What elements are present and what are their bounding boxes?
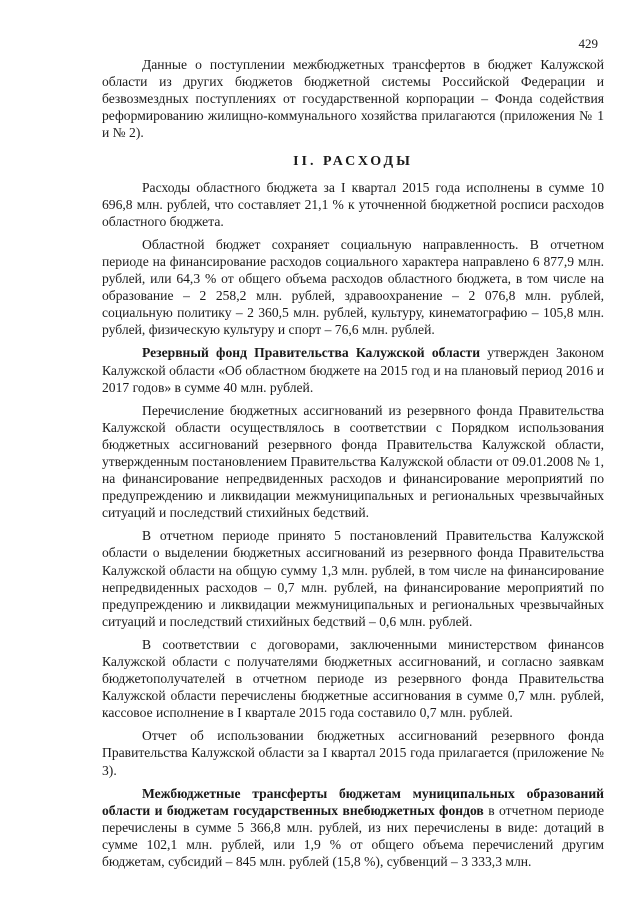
paragraph-reserve-fund [102,344,604,395]
paragraph-report: Отчет об использовании бюджетных ассигнований резервного фонда Правительства Калужской области за I квартал 2015 года прилагается (приложение № 3). [102,728,604,778]
paragraph-expenses-total: Расходы областного бюджета за I квартал 2015 года исполнены в сумме 10 696,8 млн. рублей, что составляет 21,1 % к уточненной бюджетной росписи расходов областного бюджета. [102,179,604,229]
reserve-fund-title: Резервный фонд Правительства Калужской области [142,345,481,361]
document-body [102,56,604,876]
paragraph-transfers-intro: Данные о поступлении межбюджетных трансфертов в бюджет Калужской области из других бюджетов бюджетной системы Российской Федерации и безвозмездных поступлениях от государственной корпорации – Фонда содействия реформированию жилищно-коммунального хозяйства прилагаются (приложения № 1 и № 2). [102,57,604,141]
paragraph-social-expenses: Областной бюджет сохраняет социальную направленность. В отчетном периоде на финансирование расходов социального характера направлено 6 877,9 млн. рублей, или 64,3 % от общего объема расходов областного бюджета, в том числе на образование – 2 258,2 млн. рублей, здравоохранение – 2 076,8 млн. рублей, социальную политику – 2 360,5 млн. рублей, культуру, кинематографию – 105,8 млн. рублей, физическую культуру и спорт – 76,6 млн. рублей. [102,236,604,338]
section-heading: II. РАСХОДЫ [293,154,413,170]
paragraph-reserve-transfer: Перечисление бюджетных ассигнований из резервного фонда Правительства Калужской области осуществлялось в соответствии с Порядком использования бюджетных ассигнований резервного фонда Правительства Калужской области, утвержденным постановлением Правительства Калужской области от 09.01.2008 № 1, на финансирование непредвиденных расходов и финансирование мероприятий по предупреждению и ликвидации межмуниципальных и региональных чрезвычайных ситуаций и последствий стихийных бедствий. [102,402,604,521]
reserve-fund-text: утвержден Законом Калужской области «Об областном бюджете на 2015 год и на плановый период 2016 и 2017 годов» в сумме 40 млн. рублей. [102,345,604,395]
interbudget-text: в отчетном периоде перечислены в сумме 5 366,8 млн. рублей, из них перечислены в виде: дотаций в сумме 102,1 млн. рублей, или 1,9 % от общего объема перечислений другим бюджетам, субсидий – 845 млн. рублей (15,8 %), субвенций – 3 333,3 млн. [102,802,604,870]
paragraph-contracts: В соответствии с договорами, заключенными министерством финансов Калужской области с получателями бюджетных ассигнований, и согласно заявкам бюджетополучателей в отчетном периоде из резервного фонда Правительства Калужской области перечислены бюджетные ассигнования в сумме 0,7 млн. рублей, кассовое исполнение в I квартале 2015 года составило 0,7 млн. рублей. [102,636,604,721]
paragraph-decisions: В отчетном периоде принято 5 постановлений Правительства Калужской области о выделении бюджетных ассигнований из резервного фонда Правительства Калужской области на общую сумму 1,3 млн. рублей, в том числе на финансирование непредвиденных расходов – 0,7 млн. рублей, на финансирование мероприятий по предупреждению и ликвидации межмуниципальных и региональных чрезвычайных ситуаций и последствий стихийных бедствий – 0,6 млн. рублей. [102,528,604,629]
interbudget-title: Межбюджетные трансферты бюджетам муниципальных образований области и бюджетам государственных внебюджетных фондов [102,785,604,818]
paragraph-interbudget [102,785,604,870]
page-number: 429 [578,36,598,51]
